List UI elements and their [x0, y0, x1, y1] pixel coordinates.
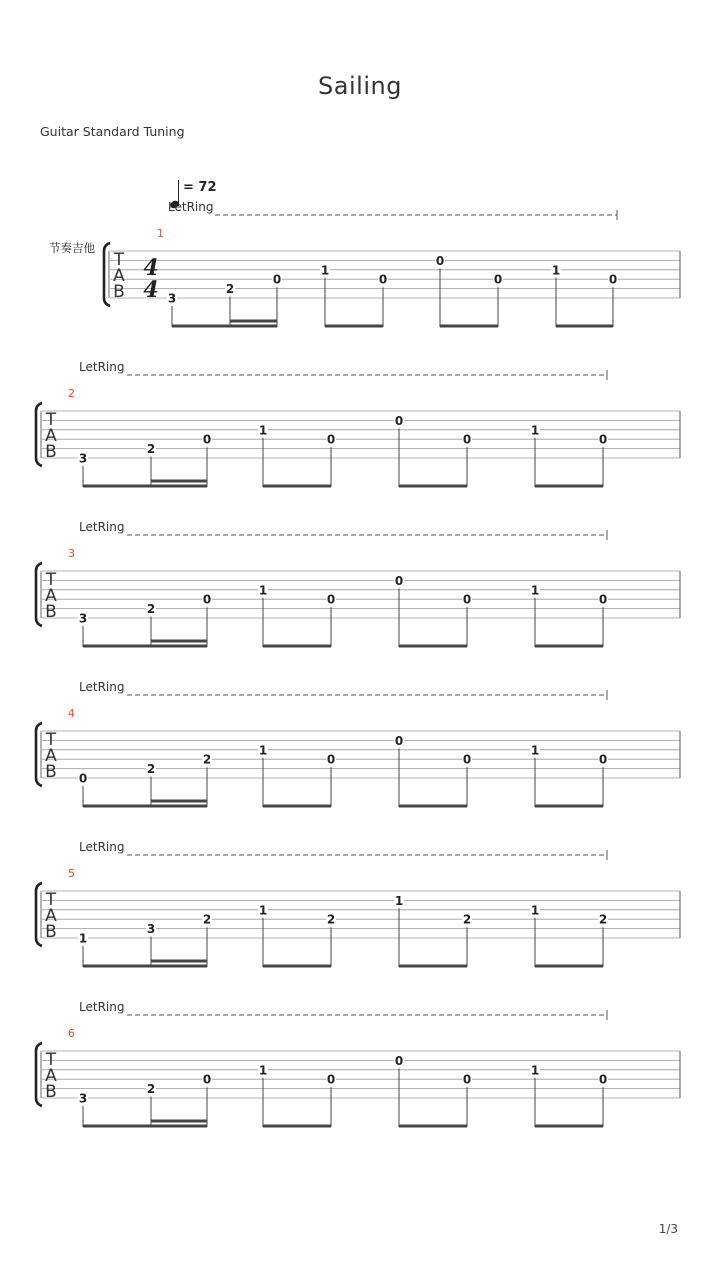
tab-clef-letter: B: [45, 922, 57, 942]
fret-number: 2: [202, 752, 212, 767]
fret-number: 0: [202, 1072, 212, 1087]
fret-number: 0: [202, 592, 212, 607]
fret-number: 0: [394, 413, 404, 428]
tab-clef-letter: B: [45, 762, 57, 782]
tab-clef-letter: B: [45, 1082, 57, 1102]
fret-number: 3: [146, 922, 156, 937]
fret-number: 1: [258, 583, 268, 598]
fret-number: 2: [146, 602, 156, 617]
let-ring-label: LetRing: [79, 1000, 125, 1014]
fret-number: 1: [551, 263, 561, 278]
fret-number: 0: [598, 1072, 608, 1087]
tempo-value: = 72: [183, 180, 217, 195]
fret-number: 1: [258, 743, 268, 758]
fret-number: 0: [462, 1072, 472, 1087]
fret-number: 0: [598, 432, 608, 447]
tab-clef-letter: A: [45, 1066, 57, 1086]
fret-number: 0: [462, 432, 472, 447]
fret-number: 3: [78, 1091, 88, 1106]
fret-number: 0: [272, 272, 282, 287]
tab-system: [0, 991, 720, 1131]
fret-number: 0: [462, 592, 472, 607]
tab-clef-letter: T: [45, 570, 57, 590]
page-number: 1/3: [658, 1222, 678, 1236]
tuning-label: Guitar Standard Tuning: [40, 124, 185, 139]
tab-clef-letter: T: [45, 730, 57, 750]
fret-number: 0: [493, 272, 503, 287]
fret-number: 0: [598, 752, 608, 767]
fret-number: 1: [258, 423, 268, 438]
fret-number: 3: [167, 291, 177, 306]
fret-number: 1: [258, 903, 268, 918]
fret-number: 0: [326, 592, 336, 607]
tab-clef-letter: T: [45, 1050, 57, 1070]
fret-number: 0: [598, 592, 608, 607]
tab-clef-letter: B: [113, 282, 125, 302]
fret-number: 2: [202, 912, 212, 927]
fret-number: 1: [320, 263, 330, 278]
measure-number: 4: [68, 707, 75, 720]
let-ring-label: LetRing: [79, 520, 125, 534]
score-title: Sailing: [318, 72, 402, 100]
measure-number: 5: [68, 867, 75, 880]
tab-clef-letter: A: [113, 266, 125, 286]
fret-number: 3: [78, 451, 88, 466]
fret-number: 1: [530, 423, 540, 438]
fret-number: 0: [326, 432, 336, 447]
fret-number: 0: [378, 272, 388, 287]
track-name: 节奏吉他: [49, 241, 95, 255]
fret-number: 3: [78, 611, 88, 626]
fret-number: 0: [326, 752, 336, 767]
fret-number: 2: [146, 762, 156, 777]
let-ring-label: LetRing: [168, 200, 214, 214]
fret-number: 0: [78, 771, 88, 786]
tab-clef-letter: A: [45, 746, 57, 766]
tab-clef-letter: T: [45, 410, 57, 430]
tab-system: [0, 511, 720, 651]
let-ring-label: LetRing: [79, 840, 125, 854]
measure-number: 1: [157, 227, 164, 240]
time-signature-numerator: 4: [143, 255, 159, 281]
fret-number: 0: [394, 1053, 404, 1068]
fret-number: 1: [530, 1063, 540, 1078]
fret-number: 0: [326, 1072, 336, 1087]
fret-number: 2: [462, 912, 472, 927]
fret-number: 0: [462, 752, 472, 767]
let-ring-label: LetRing: [79, 360, 125, 374]
fret-number: 0: [394, 733, 404, 748]
fret-number: 1: [258, 1063, 268, 1078]
tab-clef-letter: B: [45, 442, 57, 462]
fret-number: 1: [78, 931, 88, 946]
fret-number: 0: [202, 432, 212, 447]
time-signature-denominator: 4: [143, 277, 159, 303]
tab-clef-letter: A: [45, 586, 57, 606]
fret-number: 1: [530, 743, 540, 758]
tab-system: [0, 671, 720, 811]
tab-clef-letter: T: [45, 890, 57, 910]
tab-system: [0, 351, 720, 491]
tab-clef-letter: B: [45, 602, 57, 622]
fret-number: 2: [326, 912, 336, 927]
tab-system: [0, 191, 720, 331]
tab-clef-letter: A: [45, 426, 57, 446]
fret-number: 2: [598, 912, 608, 927]
fret-number: 2: [146, 1082, 156, 1097]
fret-number: 2: [225, 282, 235, 297]
measure-number: 3: [68, 547, 75, 560]
fret-number: 0: [435, 253, 445, 268]
measure-number: 2: [68, 387, 75, 400]
fret-number: 1: [530, 583, 540, 598]
tab-clef-letter: A: [45, 906, 57, 926]
measure-number: 6: [68, 1027, 75, 1040]
tab-system: [0, 831, 720, 971]
fret-number: 1: [530, 903, 540, 918]
fret-number: 0: [608, 272, 618, 287]
fret-number: 1: [394, 893, 404, 908]
tab-clef-letter: T: [113, 250, 125, 270]
let-ring-label: LetRing: [79, 680, 125, 694]
fret-number: 2: [146, 442, 156, 457]
fret-number: 0: [394, 573, 404, 588]
